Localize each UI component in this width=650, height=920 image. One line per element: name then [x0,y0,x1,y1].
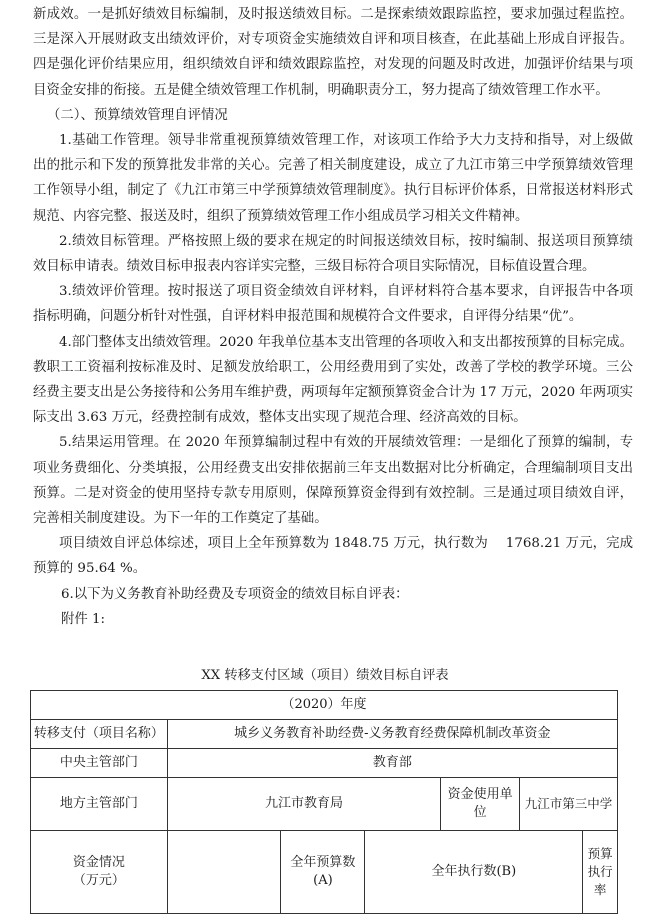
paragraph-intro: 新成效。一是抓好绩效目标编制，及时报送绩效目标。二是探索绩效跟踪监控，要求加强过程监控。三是深入开展财政支出绩效评价，对专项资金实施绩效自评和项目核查，在此基础上形成自评报告。四是强化评价结果应用，组织绩效自评和绩效跟踪监控，对发现的问题及时改进，加强评价结果与项目资金安排的衔接。五是健全绩效管理工作机制，明确职责分工，努力提高了绩效管理工作水平。 [33,7,633,98]
paragraph-item-4: 4.部门整体支出绩效管理。2020 年我单位基本支出管理的各项收入和支出都按预算的目标完成。教职工工资福利按标准及时、足额发放给职工，公用经费用到了实处，改善了学校的教学环境。三公经费主要支出是公务接待和公务用车维护费，两项每年定额预算资金合计为 17 万元，2020 年两项实际支出 3.63 万元，经费控制有成效，整体支出实现了规范合理、经济高效的目标。 [33,334,633,426]
fund-unit-label-cell [441,778,520,831]
exec-label-cell: 全年执行数(B) [365,831,583,914]
paragraph-summary: 项目绩效自评总体综述，项目上全年预算数为 1848.75 万元，执行数为 1768.21 万元，完成预算的 95.64 %。 [33,536,633,577]
funds-label-line1: 资金情况 [72,855,125,870]
budget-label-cell [281,831,365,914]
table-row-local-dept [31,778,618,831]
fund-unit-label-line1: 资金使用单 [447,787,513,802]
paragraph-item-3: 3.绩效评价管理。按时报送了项目资金绩效自评材料，自评材料符合基本要求，自评报告中各项指标明确，问题分析针对性强，自评材料申报范围和规模符合文件要求，自评得分结果“优”。 [33,284,633,325]
paragraph-item-6: 6.以下为义务教育补助经费及专项资金的绩效目标自评表： [61,586,409,602]
paragraph-item-1: 1.基础工作管理。领导非常重视预算绩效管理工作，对该项工作给予大力支持和指导，对上级做出的批示和下发的预算批发非常的关心。完善了相关制度建设，成立了九江市第三中学预算绩效管理工作领导小组，制定了《九江市第三中学预算绩效管理制度》。执行目标评价体系，日常报送材料形式规范、内容完整、报送及时，组织了预算绩效管理工作小组成员学习相关文件精神。 [33,133,633,224]
budget-label-line2: (A) [313,873,333,888]
table-row-funds [31,831,618,914]
rate-label-line1: 预算 [587,846,613,861]
evaluation-table [30,690,618,914]
funds-label-line2: （万元） [72,873,125,888]
rate-label-line2: 执行 [587,864,613,879]
budget-label-line1: 全年预算数 [290,855,356,870]
rate-label-line3: 率 [593,882,607,897]
fund-unit-value-cell: 九江市第三中学 [520,778,618,831]
transfer-value-cell: 城乡义务教育补助经费-义务教育经费保障机制改革资金 [167,720,617,749]
table-row-transfer [31,720,618,749]
funds-label-cell [31,831,168,914]
local-dept-value-cell: 九江市教育局 [167,778,440,831]
paragraph-item-2: 2.绩效目标管理。严格按照上级的要求在规定的时间报送绩效目标，按时编制、报送项目预算绩效目标申请表。绩效目标申报表内容详实完整，三级目标符合项目实际情况，目标值设置合理。 [33,233,633,275]
paragraph-item-5: 5.结果运用管理。在 2020 年预算编制过程中有效的开展绩效管理：一是细化了预算的编制，专项业务费细化、分类填报，公用经费支出安排依据前三年支出数据对比分析确定，合理编制项目支出预算。二是对资金的使用坚持专款专用原则，保障预算资金得到有效控制。三是通过项目绩效自评，完善相关制度建设。为下一年的工作奠定了基础。 [33,435,633,527]
section-heading-2: （二）、预算绩效管理自评情况 [47,107,228,123]
funds-blank-cell [167,831,281,914]
report-body [33,2,633,632]
transfer-label-cell: 转移支付（项目名称） [31,720,168,749]
table-row-central-dept [31,749,618,778]
central-dept-label-cell: 中央主管部门 [31,749,168,778]
rate-label-cell [583,831,618,914]
central-dept-value-cell: 教育部 [167,749,617,778]
local-dept-label-cell: 地方主管部门 [31,778,168,831]
table-row-year [31,691,618,720]
table-title: XX 转移支付区域（项目）绩效目标自评表 [201,668,449,683]
fund-unit-label-line2: 位 [473,805,487,820]
year-cell: （2020）年度 [31,691,618,720]
paragraph-attachment: 附件 1: [61,611,106,627]
